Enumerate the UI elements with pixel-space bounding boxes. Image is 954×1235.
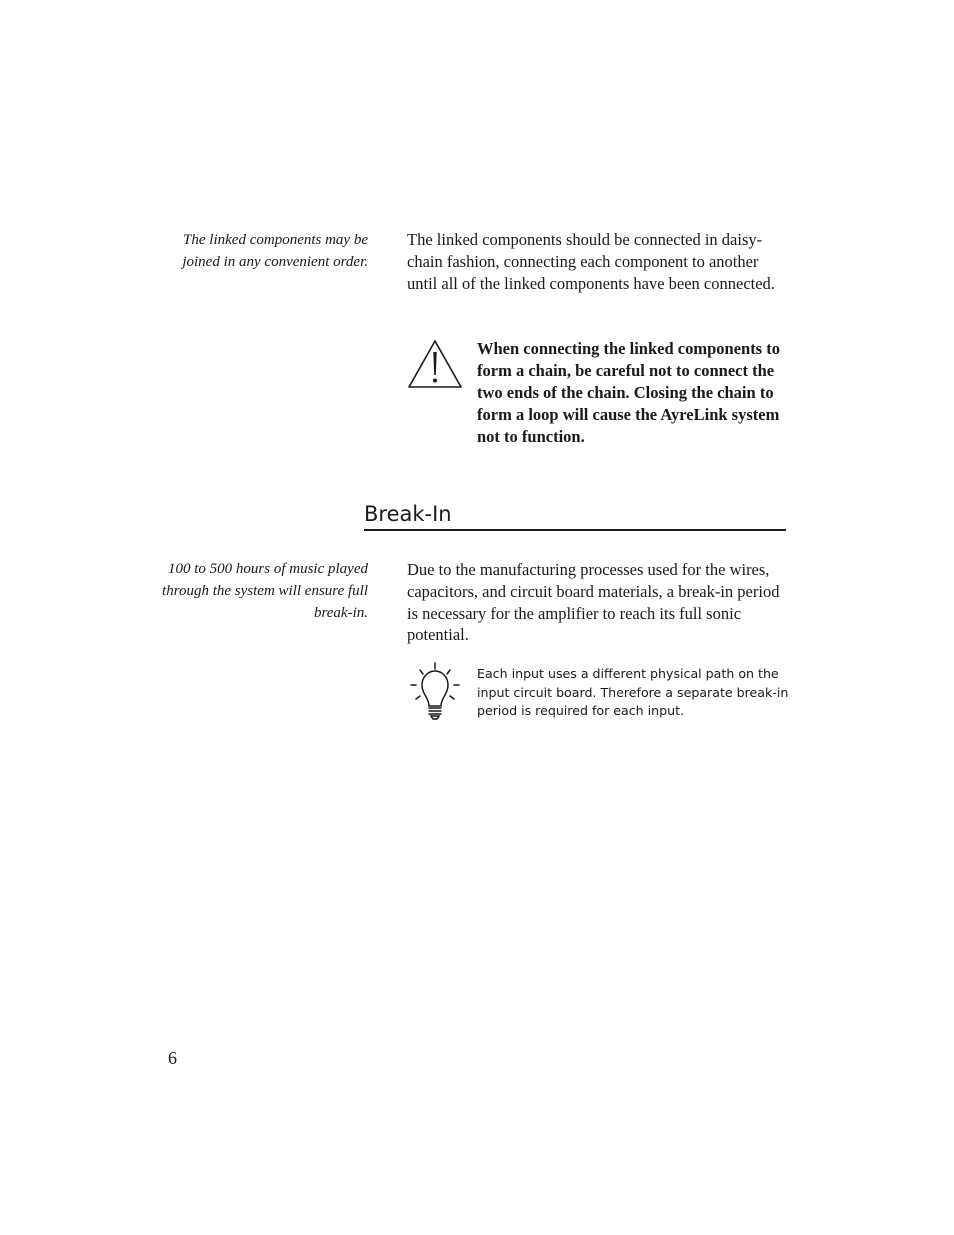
heading-divider: [364, 529, 786, 531]
margin-note-break-in-hours: 100 to 500 hours of music played through the system will ensure full break-in.: [162, 561, 368, 621]
lightbulb-icon: [410, 662, 460, 727]
break-in-paragraph: Due to the manufacturing processes used for the wires, capacitors, and circuit board materials, a break-in period is necessary for the amplifier to reach its full sonic potential.: [407, 560, 780, 645]
section-heading-break-in: Break-In: [364, 502, 452, 526]
margin-note-linked-components: The linked components may be joined in any convenient order.: [182, 232, 368, 270]
linked-components-paragraph: The linked components should be connected in daisy-chain fashion, connecting each component to another until all of the linked components have been connected.: [407, 230, 775, 293]
warning-callout-text: When connecting the linked components to form a chain, be careful not to connect the two ends of the chain. Closing the chain to form a loop will cause the AyreLink system not to function.: [477, 339, 780, 446]
page-number: 6: [168, 1048, 177, 1068]
warning-triangle-icon: [406, 338, 464, 395]
tip-callout-text: Each input uses a different physical path on the input circuit board. Therefore a separate break-in period is required for each input.: [477, 666, 789, 719]
